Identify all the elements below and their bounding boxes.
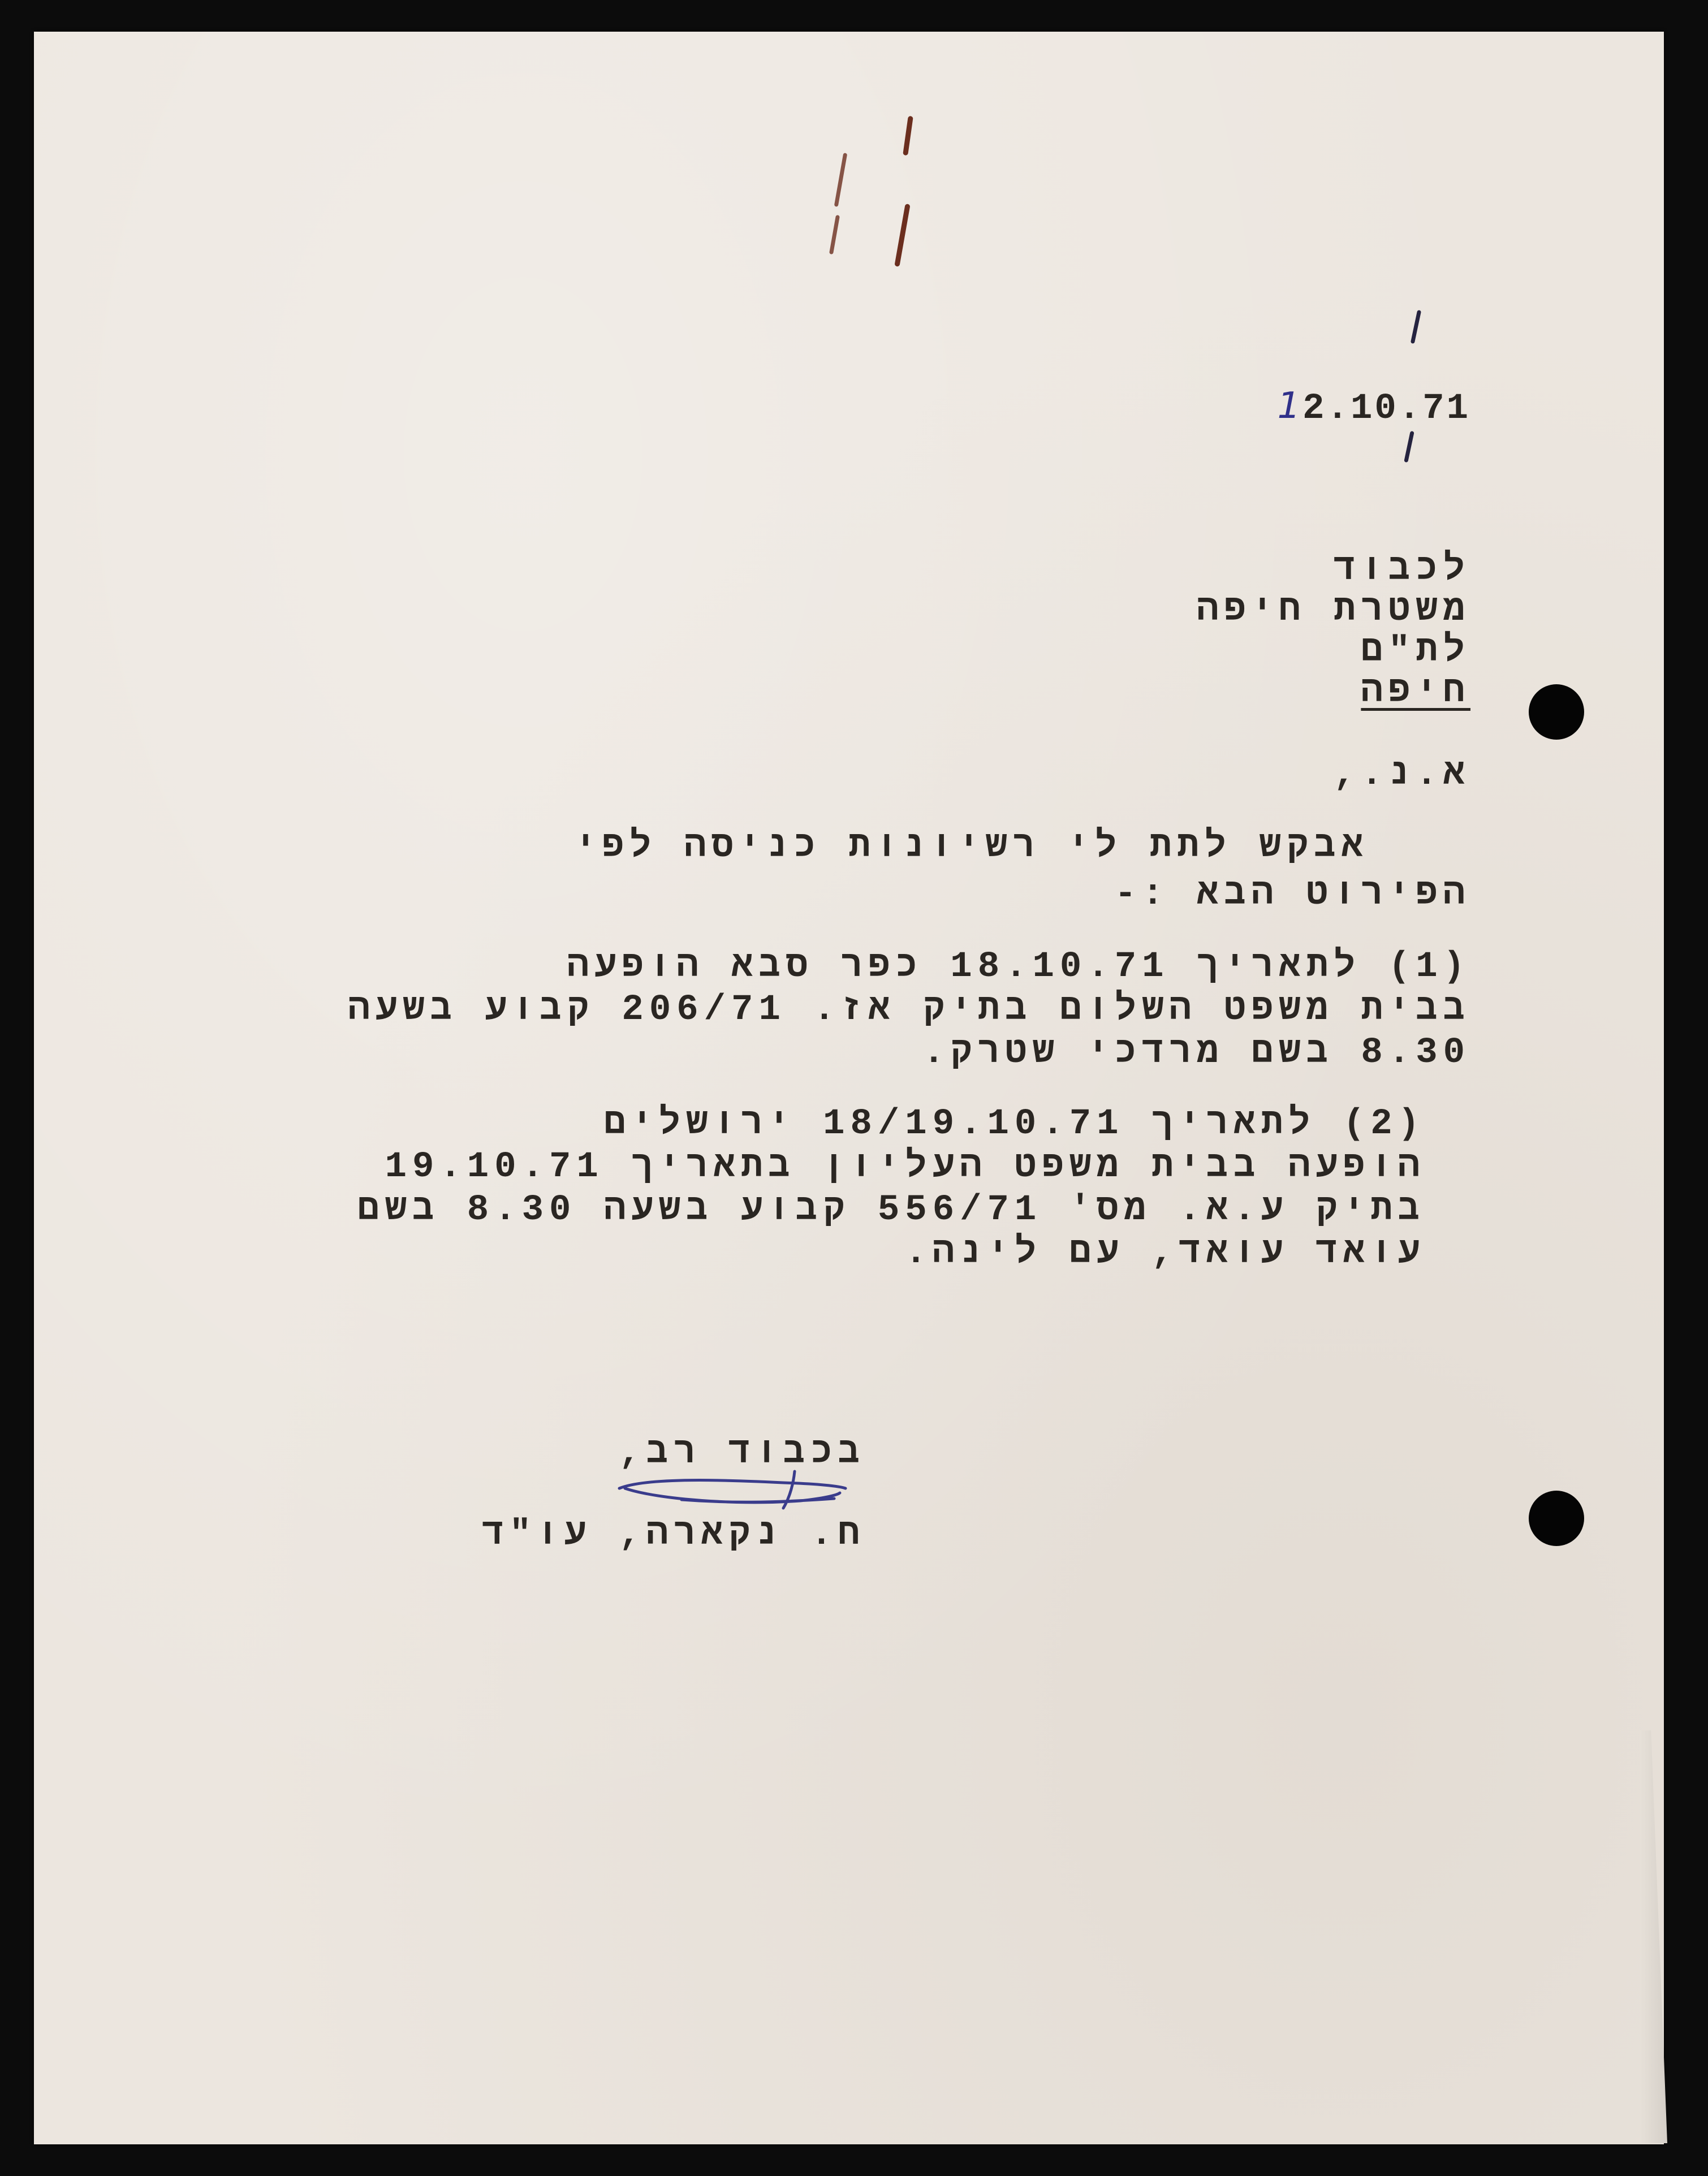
intro-line-2: הפירוט הבא :- [1114, 874, 1470, 915]
item-1-line-3: 8.30 בשם מרדכי שטרק. [922, 1033, 1470, 1073]
item-2-line-2: הופעה בבית משפט העליון בתאריך 19.10.71 [385, 1147, 1425, 1188]
item-2-line-4: עואד עואד, עם לינה. [905, 1233, 1425, 1273]
address-line-1: לכבוד [1333, 550, 1470, 590]
item-1-line-1: (1) לתאריך 18.10.71 כפר סבא הופעה [567, 947, 1470, 987]
signatory-name: ח. נקארה, עו"ד [482, 1514, 865, 1555]
letter-sheet [34, 32, 1664, 2144]
punch-hole [1529, 684, 1584, 740]
date-typed: 2.10.71 [1302, 388, 1470, 429]
address-line-3: לת"ם [1361, 631, 1470, 672]
address-line-4: חיפה [1361, 672, 1470, 713]
closing: בכבוד רב, [619, 1433, 865, 1474]
salutation: א.נ., [1333, 754, 1470, 795]
letter-date [1277, 385, 1470, 429]
intro-line-1: אבקש לתת לי רשיונות כניסה לפי [575, 827, 1369, 867]
item-2-line-1: (2) לתאריך 18/19.10.71 ירושלים [603, 1104, 1425, 1145]
item-2-line-3: בתיק ע.א. מס' 556/71 קבוע בשעה 8.30 בשם [357, 1190, 1425, 1231]
address-line-2: משטרת חיפה [1196, 590, 1470, 631]
punch-hole [1529, 1491, 1584, 1546]
item-1-line-2: בבית משפט השלום בתיק אז. 206/71 קבוע בשעה [348, 990, 1470, 1030]
date-handwritten-digit: 1 [1277, 385, 1303, 427]
